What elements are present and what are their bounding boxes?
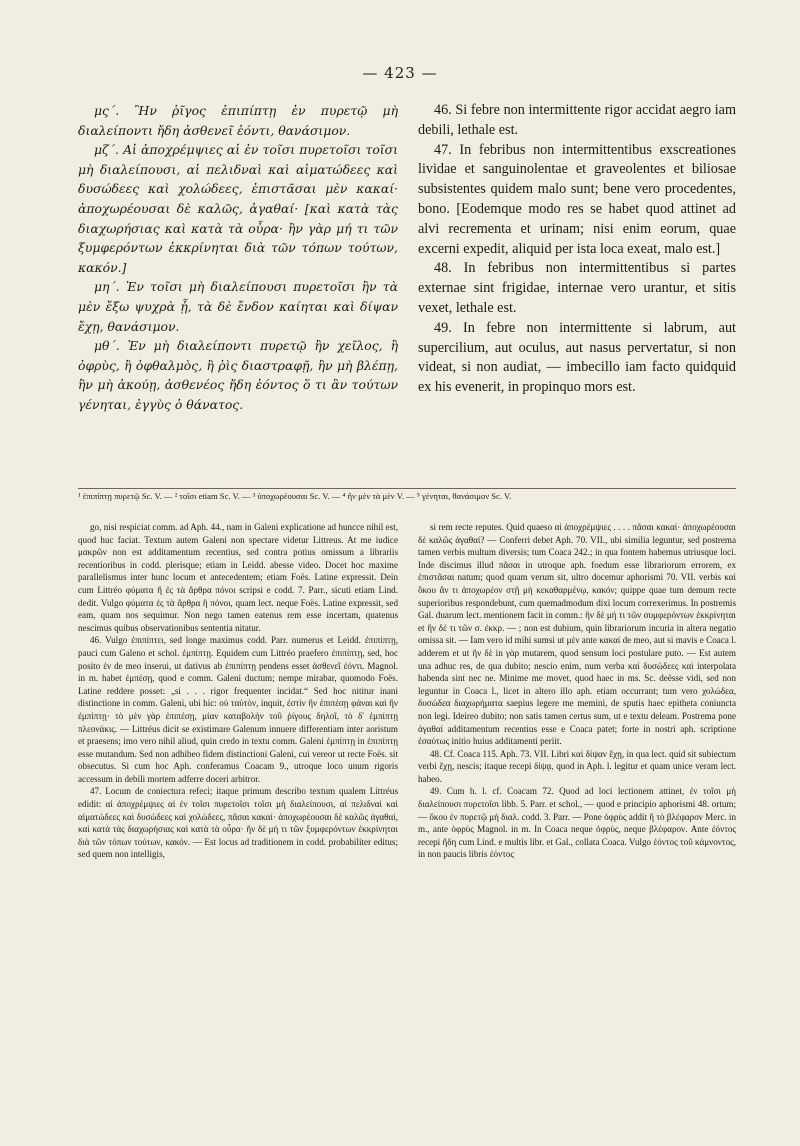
commentary-paragraph: go, nisi respiciat comm. ad Aph. 44., nam in Galeni explicatione ad huncce nihil est, quod huc faciat. Textum autem Galeni non spectare videtur Littreus. At me iudice μακρῶν non est additamentum recentius, sed contra potius omissum a librariis recentioribus in codd. plerisque; etiam in Leidd. abesse video. Docet hoc maxime parallelismus inter hunc locum et antecedentem; etiam Foës. Latine expressit. Dein cum Littréo φύματα ἢ ἐς τὰ ἄρθρα πόνοι scripsi e codd. 7. Parr., sicuti etiam Lind. dedit. Vulgo φύματα ἐς τὰ ἄρθρα ἢ πόνοι, quam lect. neque Foës. Latine expressit, sed eam, quam nos sequimur. Non nego tamen eatenus rem esse incertam, quatenus nescimus quibus observationibus sententia nitatur.	[78, 522, 398, 633]
aphorism-greek-48: μη΄. Ἐν τοῖσι μὴ διαλείπουσι πυρετοῖσι ἢν τὰ μὲν ἔξω ψυχρὰ ᾖ, τὰ δὲ ἔνδον καίηται καὶ δίψαν ἔχῃ, θανάσιμον.	[78, 279, 398, 334]
aphorism-greek-49: μθ΄. Ἐν μὴ διαλείποντι πυρετῷ ἢν χεῖλος, ἢ ὀφρὺς, ἢ ὀφθαλμὸς, ἢ ῥὶς διαστραφῇ, ἢν μὴ βλέπῃ, ἢν μὴ ἀκούῃ, ἀσθενέος ἤδη ἐόντος ὅ τι ἂν τούτων γένηται, ἐγγὺς ὁ θάνατος.	[78, 338, 398, 412]
aphorism-latin-48: 48. In febribus non intermittentibus si partes externae sint frigidae, internae vero urantur, et sitis vexet, lethale est.	[418, 260, 736, 316]
greek-text-column	[78, 101, 398, 415]
aphorism-latin-47: 47. In febribus non intermittentibus exscreationes lividae et sanguinolentae et graveolentes et biliosae subsistentes quidem malo sunt; bene vero procedentes, bono. [Eodemque modo res se habet quod attinet ad alvi recrementa et urinam; nisi enim eorum, quae excerni expedit, aliquid per ista loca exeat, malo est.]	[418, 141, 736, 257]
commentary-left-column	[78, 521, 398, 861]
latin-text-column	[418, 101, 736, 398]
commentary-paragraph: si rem recte reputes. Quid quaeso αἱ ἀποχρέμψιες . . . . πᾶσαι κακαί· ἀποχωρέουσαι δὲ καλῶς ἀγαθαί? — Conferri debet Aph. 70. VII., ubi similia leguntur, sed postrema tamen verbis multum diversis; tum Coaca 242.; in qua fontem habemus utriusque loci. Inde discimus illud πᾶσαι in utroque aph. foedum esse librariorum errorem, ex ἐπιστᾶσαι natum; quod quam verum sit, ultro docemur aphorismi 70. VII. verbis καὶ ὅκου ἄν τι ἀποχωρέον στῇ μὴ κεκαθαρμένῳ, κακόν; quippe quae tum demum recte superioribus respondebunt, cum quemadmodum dixi locum correxerimus. In postremis Gal. duarum lect. mentionem facit in comm.: ἢν δὲ μή τι τῶν συμφερόντων ἐκκρίνηται et ἢν δέ τι τῶν σ. ἐκκρ. — ; non est dubium, quin librariorum incuria in altera negatio omissa sit. — Iam vero id mihi sumsi ut μὲν ante κακαί de meo, aut si mavis e Coaca l. adderem et ut ἢν δὲ in γὰρ mutarem, quod sensum loci postulare puto. — Est autem una adhuc res, de qua dubito; nescio enim, num verba καὶ δυσώδεες καὶ interpolata habenda sint nec ne. Minime me movet, quod haec in ms. Sc. deësse vidi, sed non leguntur in Coaca l., licet in altero illo aph. etiam occurrant; tum vero χολώδεα, δυσώδεα διαχωρήματα saepius legere me memini, de sputis haec epitheta coniuncta non legi. Ideireo dubito; non satis tamen certus sum, ut e textu deleam. Postrema pone ἀγαθαί additamentum recentius esse e Coaca patet; forte in nostri aph. scriptione ἐσαύτως initio huius additamenti periit.	[418, 522, 736, 747]
commentary-right-column	[418, 521, 736, 861]
aphorism-greek-47: μζ΄. Αἱ ἀποχρέμψιες αἱ ἐν τοῖσι πυρετοῖσι τοῖσι μὴ διαλείπουσι, αἱ πελιδναὶ καὶ αἱματώδεες καὶ δυσώδεες καὶ χολώδεες, ἐπιστᾶσαι μὲν κακαί· ἀποχωρέουσαι δὲ καλῶς, ἀγαθαί· [καὶ κατὰ τὰς διαχωρήσιας καὶ κατὰ τὰ οὖρα· ἢν γὰρ μή τι τῶν ξυμφερόντων ἐκκρίνηται διὰ τῶν τόπων τούτων, κακόν.]	[78, 142, 398, 275]
variant-readings-footnote: ¹ ἐπιπίπτῃ πυρετῷ Sc. V. — ² τοῖσι etiam Sc. V. — ³ ὑποχωρέουσαι Sc. V. — ⁴ ἢν μὲν τὰ μὲν V. — ⁵ γένηται, θανάσιμον Sc. V.	[78, 488, 736, 502]
page-number: — 423 —	[362, 64, 438, 82]
commentary-paragraph: 48. Cf. Coaca 115. Aph. 73. VII. Libri καὶ δίψαν ἔχῃ, in qua lect. quid sit subiectum verbi ἔχῃ, nescis; itaque recepi δίψᾳ, quod in Aph. l. legitur et quam unice veram lect. habeo.	[418, 748, 736, 784]
commentary-paragraph: 49. Cum h. l. cf. Coacam 72. Quod ad loci lectionem attinet, ἐν τοῖσι μὴ διαλείπουσι πυρετοῖσι libb. 5. Parr. et schol., — quod e principio aphorismi 48. ortum; — ὅκου ἐν πυρετῷ μὴ διαλ. codd. 3. Parr. — Pone ὀφρὺς addit ἢ τὸ βλέφαρον Merc. in m., ante ὀφρὺς Magnol. in m. In Coaca neque ὀφρὺς, neque βλέφαρον. Ante ἐόντος recepi ἤδη cum Lind. e multis libr. et Gal., collata Coaca. Vulgo ἐόντος τοῦ κάμνοντος, in non paucis libris ἐόντος	[418, 786, 736, 860]
commentary-paragraph: 46. Vulgo ἐπιπίπτει, sed longe maximus codd. Parr. numerus et Leidd. ἐπιπίπτῃ, pauci cum Galeno et schol. ἐμπίπτῃ. Equidem cum Littréo praefero ἐπιπίπτῃ, sed, hoc posito ἐν de meo inserui, ut dativus ab ἐπιπίπτῃ pendens esset ἀσθενεῖ ἐόντι. Magnol. in m. habet ἐμπέσῃ, quod e comm. Galeni ductum; nempe mirabar, quomodo Foës. Latine reddere posset: „si . . . rigor frequenter incidat.“ Sed hoc nititur inani distinctione in comm. Galeni, ubi hic: οὐ ταὐτὸν, inquit, ἐστὶν ἢν ἐπιπέσῃ φάναι καὶ ἢν ἐμπίπτῃ· τὸ μὲν γὰρ ἐπιπέσῃ, μίαν καταβολὴν τοῦ ῥίγους δηλοῖ, τὸ δ' ἐμπίπτῃ πλεονάκις. — Littréus dicit se existimare Galenum innuere differentiam inter aoristum et praesens; imo vero nihil aliud, quin credo in textu comm. Galeni ἐμπίπτῃ in ἐπιπίπτῃ esse mutandum. Sed non adhibeo fidem distinctioni Galeni, cui vereor ut recte Foës. sit obsecutus. Si cum hoc Aph. conferamus Coacam 9., utroque loco unum rigoris accessum in debili mortem adferre doceri arbitror.	[78, 635, 398, 784]
aphorism-latin-49: 49. In febre non intermittente si labrum, aut supercilium, aut oculus, aut nasus pervertatur, si non videat, si non audiat, — imbecillo iam facto quidquid ex his evenerit, in propinquo mors est.	[418, 319, 736, 396]
commentary-paragraph: 47. Locum de coniectura refeci; itaque primum describo textum qualem Littréus edidit: αἱ ἀποχρέμψιες αἱ ἐν τοῖσι πυρετοῖσι τοῖσι μὴ διαλείπουσι, αἱ πελιδναὶ καὶ αἱματώδεες καὶ δυσώδεες καὶ χολώδεες, πᾶσαι κακαί· ἀποχωρέουσαι δὲ καλῶς ἀγαθαί, καὶ κατὰ τὰς διαχωρήσιας καὶ κατὰ τὰ οὖρα· ἢν δὲ μή τι τῶν ξυμφερόντων ἐκκρίνηται διὰ τῶν τόπων τούτων, κακόν. — Est locus ad traditionem in codd. probabiliter editus; sed quem non intelligis,	[78, 786, 398, 860]
aphorism-greek-46: μς΄. Ἢν ῥῖγος ἐπιπίπτῃ ἐν πυρετῷ μὴ διαλείποντι ἤδη ἀσθενεῖ ἐόντι, θανάσιμον.	[78, 103, 398, 138]
aphorism-latin-46: 46. Si febre non intermittente rigor accidat aegro iam debili, lethale est.	[418, 102, 736, 138]
